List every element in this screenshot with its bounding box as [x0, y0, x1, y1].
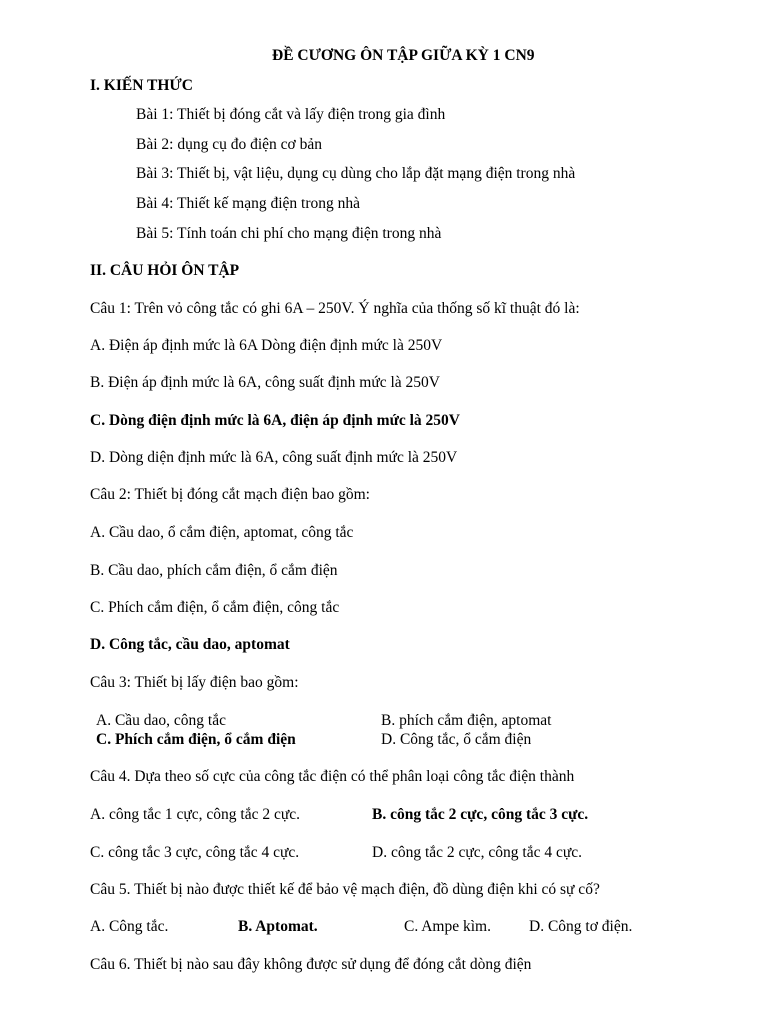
lesson-4: Bài 4: Thiết kế mạng điện trong nhà [136, 195, 360, 212]
q3-option-b: B. phích cắm điện, aptomat [381, 712, 552, 729]
lesson-1: Bài 1: Thiết bị đóng cắt và lấy điện trong gia đình [136, 106, 446, 123]
q5-option-d: D. Công tơ điện. [529, 918, 633, 935]
section-1-heading: I. KIẾN THỨC [90, 77, 193, 94]
q5-option-c: C. Ampe kìm. [404, 918, 491, 935]
question-2: Câu 2: Thiết bị đóng cắt mạch điện bao gồm: [90, 486, 370, 503]
q1-option-b: B. Điện áp định mức là 6A, công suất định mức là 250V [90, 374, 440, 391]
q2-option-a: A. Cầu dao, ổ cắm điện, aptomat, công tắc [90, 524, 354, 541]
q5-option-b-answer: B. Aptomat. [238, 918, 318, 935]
q1-option-c-answer: C. Dòng điện định mức là 6A, điện áp định mức là 250V [90, 412, 461, 429]
q3-option-a: A. Cầu dao, công tắc [96, 712, 226, 729]
q4-option-a: A. công tắc 1 cực, công tắc 2 cực. [90, 806, 301, 823]
lesson-3: Bài 3: Thiết bị, vật liệu, dụng cụ dùng cho lắp đặt mạng điện trong nhà [136, 165, 576, 182]
lesson-5: Bài 5: Tính toán chi phí cho mạng điện trong nhà [136, 225, 442, 242]
q2-option-d-answer: D. Công tắc, cầu dao, aptomat [90, 636, 290, 653]
q3-option-c-answer: C. Phích cắm điện, ổ cắm điện [96, 731, 296, 748]
q2-option-c: C. Phích cắm điện, ổ cắm điện, công tắc [90, 599, 340, 616]
section-2-heading: II. CÂU HỎI ÔN TẬP [90, 262, 240, 279]
q4-option-c: C. công tắc 3 cực, công tắc 4 cực. [90, 844, 300, 861]
question-4: Câu 4. Dựa theo số cực của công tắc điện có thể phân loại công tắc điện thành [90, 768, 575, 785]
q3-option-d: D. Công tắc, ổ cắm điện [381, 731, 532, 748]
question-1: Câu 1: Trên vỏ công tắc có ghi 6A – 250V. Ý nghĩa của thống số kĩ thuật đó là: [90, 300, 580, 317]
question-3: Câu 3: Thiết bị lấy điện bao gồm: [90, 674, 299, 691]
q1-option-a: A. Điện áp định mức là 6A Dòng điện định mức là 250V [90, 337, 443, 354]
question-6: Câu 6. Thiết bị nào sau đây không được sử dụng để đóng cắt dòng điện [90, 956, 532, 973]
lesson-2: Bài 2: dụng cụ đo điện cơ bản [136, 136, 322, 153]
q2-option-b: B. Cầu dao, phích cắm điện, ổ cắm điện [90, 562, 338, 579]
q1-option-d: D. Dòng diện định mức là 6A, công suất định mức là 250V [90, 449, 458, 466]
q4-option-b-answer: B. công tắc 2 cực, công tắc 3 cực. [372, 806, 589, 823]
document-title: ĐỀ CƯƠNG ÔN TẬP GIỮA KỲ 1 CN9 [272, 47, 535, 64]
q4-option-d: D. công tắc 2 cực, công tắc 4 cực. [372, 844, 583, 861]
question-5: Câu 5. Thiết bị nào được thiết kế để bảo vệ mạch điện, đồ dùng điện khi có sự cố? [90, 881, 600, 898]
q5-option-a: A. Công tắc. [90, 918, 169, 935]
